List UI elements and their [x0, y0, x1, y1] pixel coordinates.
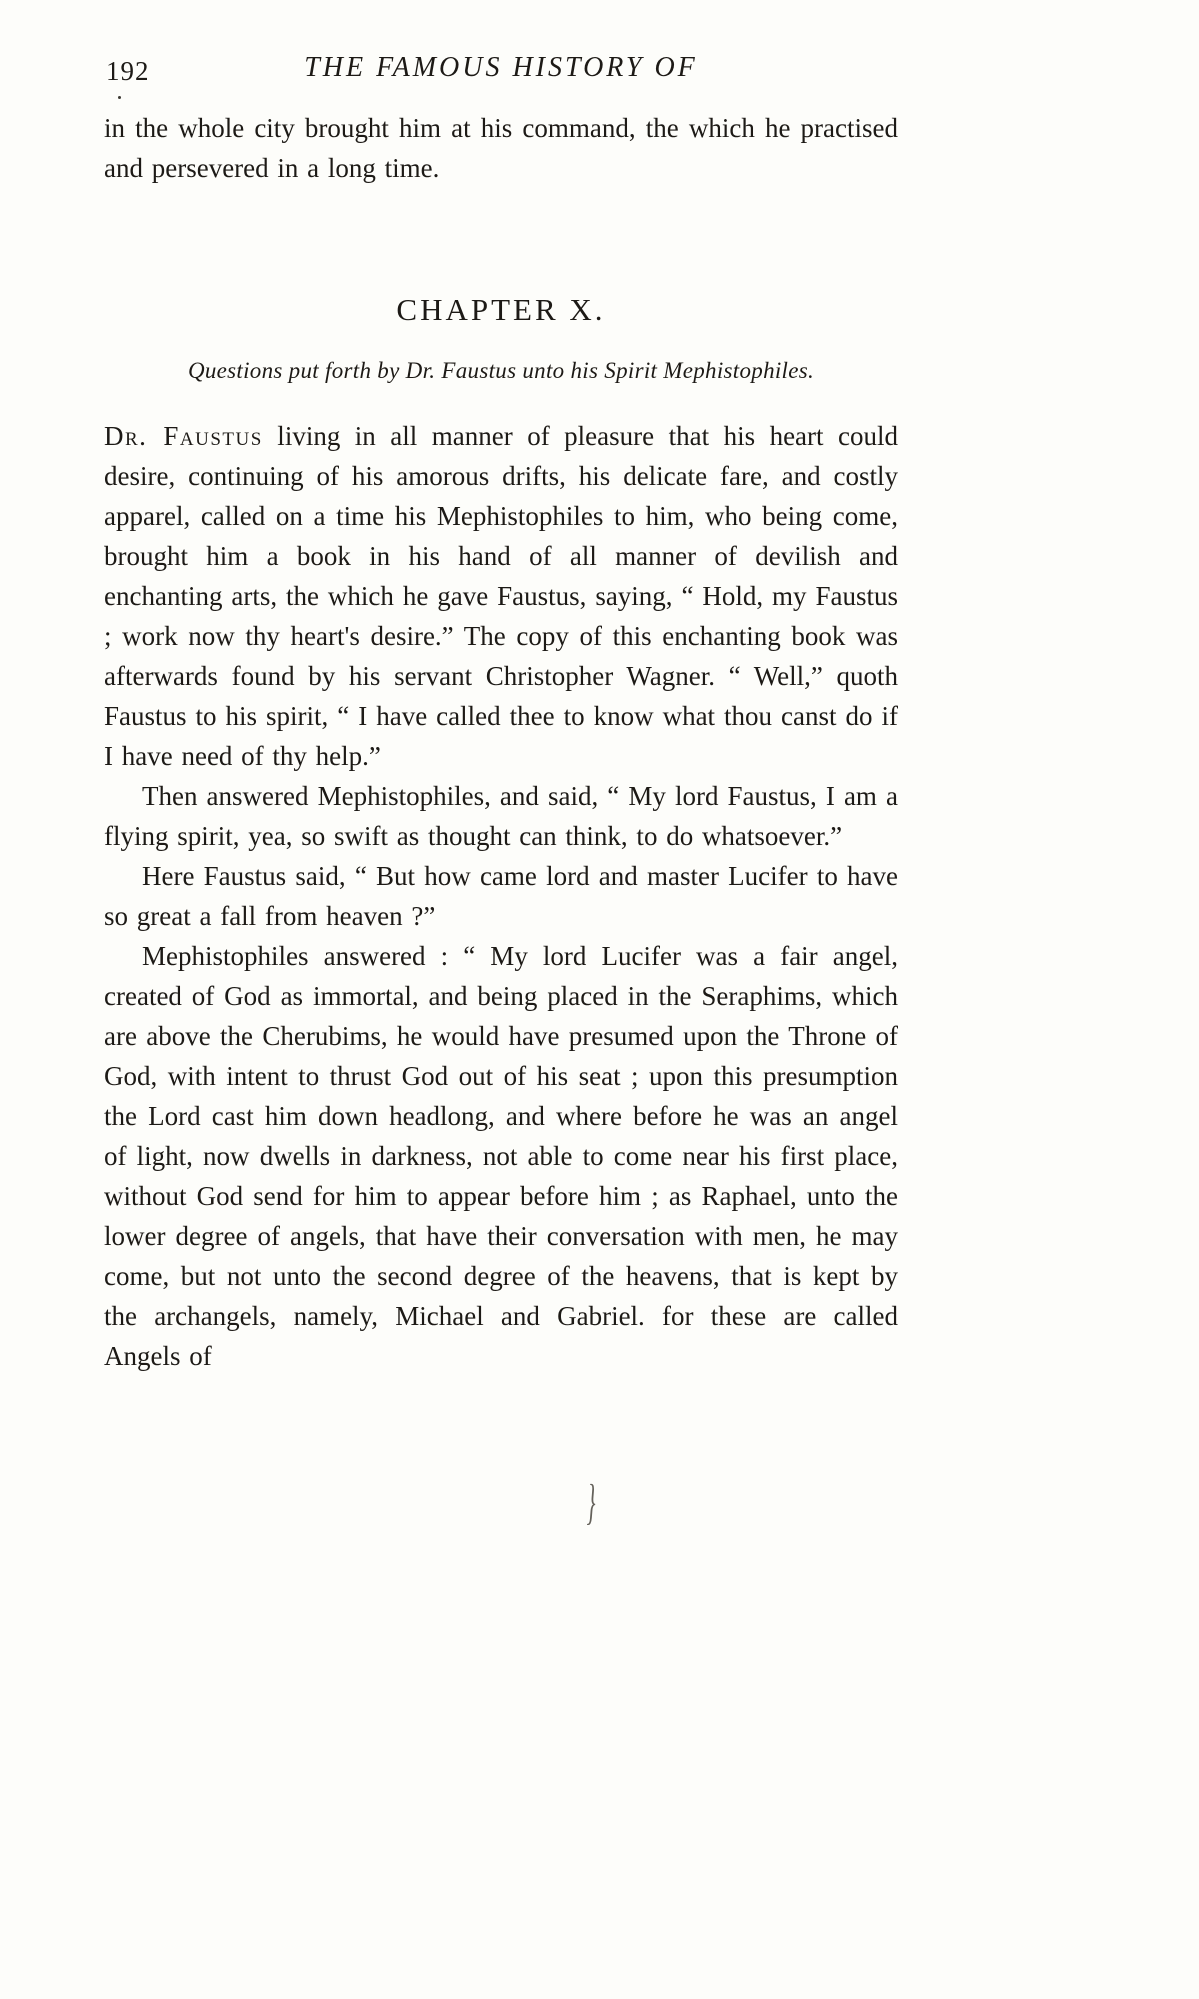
- paragraph-then-answered: Then answered Mephistophiles, and said, “ My lord Faustus, I am a flying spirit, yea, so swift as thought can think, to do whatsoever.”: [104, 781, 898, 851]
- chapter-subtitle: Questions put forth by Dr. Faustus unto his Spirit Mephistophiles.: [187, 358, 815, 383]
- chapter-heading: CHAPTER X.: [396, 292, 606, 327]
- paragraph-opening-lead: Dr. Faustus: [104, 421, 263, 451]
- scan-speck: [118, 96, 121, 99]
- running-header-title: THE FAMOUS HISTORY OF: [304, 52, 698, 83]
- page-number: 192: [106, 56, 150, 86]
- running-head: [104, 52, 898, 94]
- text-block: [104, 0, 898, 1376]
- scan-artifact-brace: }: [586, 1473, 596, 1530]
- paragraph-mephistophiles-answered: Mephistophiles answered : “ My lord Lucifer was a fair angel, created of God as immortal, and being placed in the Seraphims, which are above the Cherubims, he would have presumed upon the Throne of God, with intent to thrust God out of his seat ; upon this presumption the Lord cast him down headlong, and where before he was an angel of light, now dwells in darkness, not able to come near his first place, without God send for him to appear before him ; as Raphael, unto the lower degree of angels, that have their conversation with men, he may come, but not unto the second degree of the heavens, that is kept by the archangels, namely, Michael and Gabriel. for these are called Angels of: [104, 941, 898, 1371]
- paragraph-here-faustus: Here Faustus said, “ But how came lord and master Lucifer to have so great a fall from heaven ?”: [104, 861, 898, 931]
- paragraph-opening-rest: living in all manner of pleasure that his heart could desire, continuing of his amorous drifts, his delicate fare, and costly apparel, called on a time his Mephistophiles to him, who being come, brought him a book in his hand of all manner of devilish and enchanting arts, the which he gave Faustus, saying, “ Hold, my Faustus ; work now thy heart's desire.” The copy of this enchanting book was afterwards found by his servant Christopher Wagner. “ Well,” quoth Faustus to his spirit, “ I have called thee to know what thou canst do if I have need of thy help.”: [104, 421, 898, 771]
- paragraph-continuation: in the whole city brought him at his command, the which he practised and persevered in a long time.: [104, 113, 898, 183]
- paragraph-opening: [104, 416, 898, 776]
